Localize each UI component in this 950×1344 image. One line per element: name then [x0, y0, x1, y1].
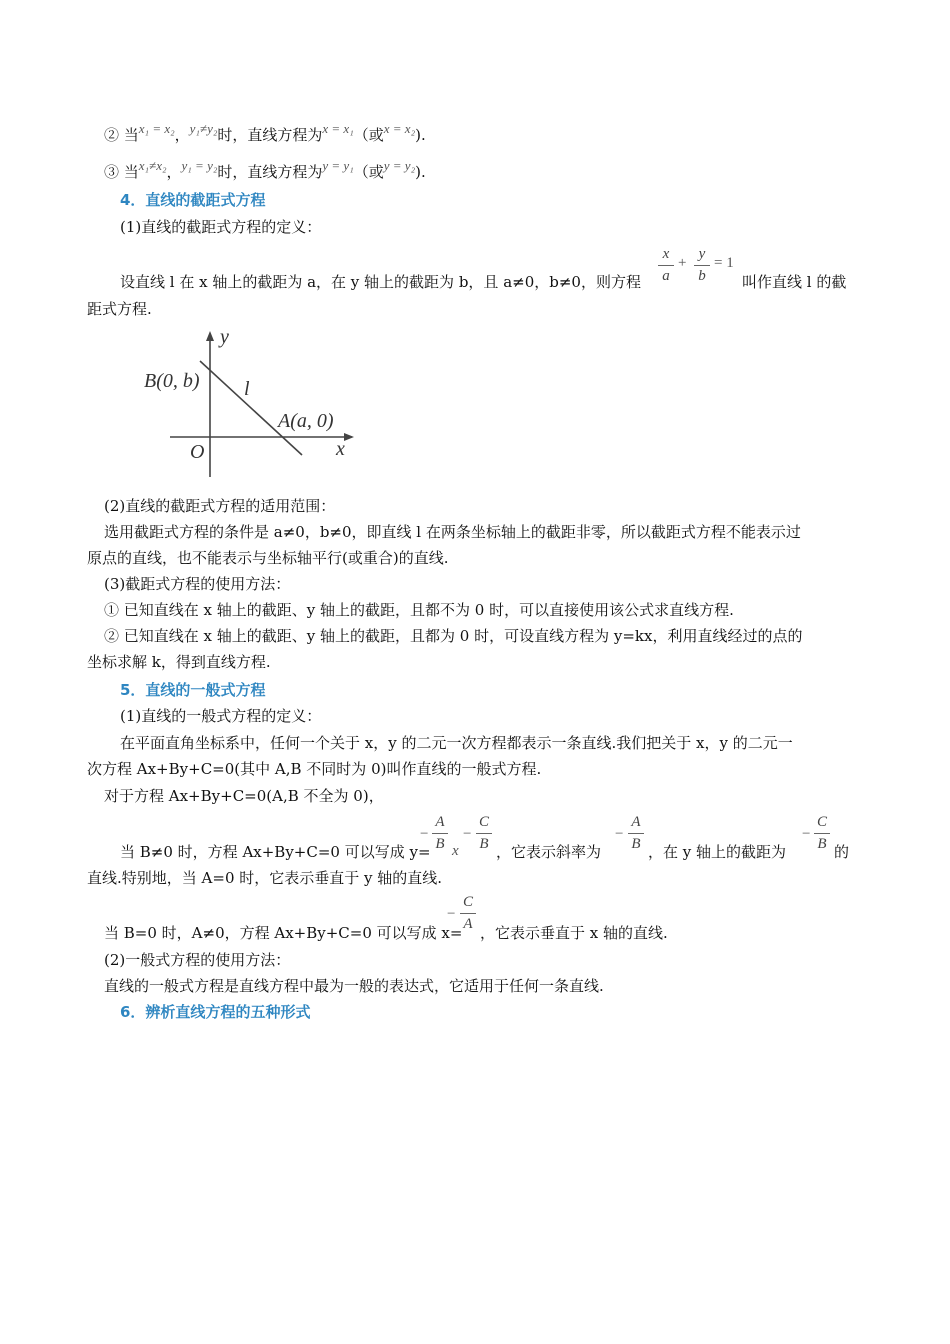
section-4-def-line2: 距式方程.	[87, 300, 152, 318]
frac-num: C	[462, 894, 473, 910]
frac-bar	[460, 913, 476, 914]
frac-den: B	[479, 836, 489, 852]
y-axis-arrow-icon	[206, 331, 214, 341]
section-5-bnonzero-start: 当 B≠0 时，方程 Ax+By+C=0 可以写成 y=	[120, 843, 431, 861]
frac-den: b	[698, 268, 706, 284]
section-5-bzero-end: ，它表示垂直于 x 轴的直线.	[480, 924, 668, 942]
section-5-heading: 5．直线的一般式方程	[120, 681, 266, 699]
section-4-usage-2-line1: ② 已知直线在 x 轴上的截距、y 轴上的截距，且都为 0 时，可设直线方程为 y=kx，利用直线经过的点的	[104, 627, 803, 645]
section-5-bnonzero-line2: 直线.特别地，当 A=0 时，它表示垂直于 y 轴的直线.	[87, 869, 443, 887]
frac-num: C	[478, 814, 489, 830]
section-5-note: 对于方程 Ax+By+C=0(A,B 不全为 0)，	[104, 787, 384, 805]
item-3-line	[104, 158, 426, 182]
frac-num: y	[698, 246, 706, 262]
frac-num: x	[662, 246, 670, 262]
intercept-frac-c-b	[476, 814, 492, 853]
frac-bar	[628, 833, 644, 834]
slope-value-frac	[628, 814, 644, 853]
section-4-scope-line1: 选用截距式方程的条件是 a≠0，b≠0，即直线 l 在两条坐标轴上的截距非零，所以截距式方程不能表示过	[104, 523, 801, 541]
section-5-bnonzero-end: 的	[834, 843, 850, 861]
or-text: （或	[353, 163, 384, 181]
section-5-bzero-start: 当 B=0 时，A≠0，方程 Ax+By+C=0 可以写成 x=	[104, 924, 463, 942]
section-5-usage-title: (2)一般式方程的使用方法：	[104, 951, 291, 969]
section-5-def-line2: 次方程 Ax+By+C=0(其中 A,B 不同时为 0)叫作直线的一般式方程.	[87, 760, 542, 778]
or-text: （或	[353, 126, 384, 144]
section-4-usage-title: (3)截距式方程的使用方法：	[104, 575, 291, 593]
equation-x-alt: x = x₂	[383, 121, 416, 136]
frac-num: A	[435, 814, 445, 830]
section-6-heading: 6．辨析直线方程的五种形式	[120, 1003, 311, 1021]
section-5-def-line1: 在平面直角坐标系中，任何一个关于 x，y 的二元一次方程都表示一条直线.我们把关于 x，y 的二元一	[120, 734, 793, 752]
equation-y-alt: y = y₂	[383, 158, 416, 173]
section-5-usage-line: 直线的一般式方程是直线方程中最为一般的表达式，它适用于任何一条直线.	[104, 977, 604, 995]
section-4-scope-title: (2)直线的截距式方程的适用范围：	[104, 497, 336, 515]
frac-minus-sign: −	[802, 826, 811, 842]
line-l-label: l	[244, 378, 250, 400]
frac-den: a	[662, 268, 670, 284]
frac-x-var: x	[452, 843, 459, 859]
frac-den: B	[435, 836, 445, 852]
formula-equals-one: = 1	[714, 255, 734, 271]
formula-frac-x-a	[658, 246, 674, 285]
close-text: ).	[415, 126, 426, 144]
item-text: 时，直线方程为	[217, 126, 323, 144]
formula-frac-y-b	[694, 246, 710, 285]
y-intercept-value-frac	[814, 814, 830, 853]
frac-bar	[432, 833, 448, 834]
y-axis-label: y	[220, 326, 229, 348]
condition-y-unequal: y₁≠y₂	[189, 121, 218, 136]
separator: ，	[166, 163, 182, 181]
frac-minus-sign: −	[615, 826, 624, 842]
origin-label: O	[190, 441, 205, 463]
equation-y: y = y₁	[322, 158, 354, 173]
intercept-figure	[140, 325, 360, 480]
x-value-frac-c-a	[460, 894, 476, 933]
condition-x-unequal: x₁≠x₂	[138, 158, 167, 173]
frac-minus-sign: −	[420, 826, 429, 842]
close-text: ).	[415, 163, 426, 181]
frac-num: C	[816, 814, 827, 830]
frac-bar	[476, 833, 492, 834]
frac-num: A	[631, 814, 641, 830]
section-4-usage-2-line2: 坐标求解 k，得到直线方程.	[87, 653, 271, 671]
condition-y-equal: y₁ = y₂	[181, 158, 218, 173]
frac-bar	[694, 265, 710, 266]
frac-bar	[814, 833, 830, 834]
frac-minus-sign: −	[447, 906, 456, 922]
section-4-def-title: (1)直线的截距式方程的定义：	[120, 218, 322, 236]
section-5-def-title: (1)直线的一般式方程的定义：	[120, 707, 322, 725]
frac-den: A	[463, 916, 473, 932]
frac-bar	[658, 265, 674, 266]
x-axis-label: x	[336, 438, 345, 460]
condition-x-equal: x₁ = x₂	[138, 121, 175, 136]
section-4-scope-line2: 原点的直线，也不能表示与坐标轴平行(或重合)的直线.	[87, 549, 449, 567]
section-4-def-line1-end: 叫作直线 l 的截	[742, 273, 847, 291]
formula-plus: +	[678, 255, 687, 271]
section-5-bnonzero-mid1: ，它表示斜率为	[496, 843, 602, 861]
frac-den: B	[631, 836, 641, 852]
item-2-line	[104, 121, 426, 145]
item-marker: ③ 当	[104, 163, 139, 181]
point-b-label: B(0, b)	[144, 370, 200, 392]
section-4-usage-1: ① 已知直线在 x 轴上的截距、y 轴上的截距，且都不为 0 时，可以直接使用该公式求直线方程.	[104, 601, 734, 619]
equation-x: x = x₁	[322, 121, 354, 136]
item-text: 时，直线方程为	[217, 163, 323, 181]
line-l	[200, 361, 302, 455]
frac-minus-sign: −	[463, 826, 472, 842]
frac-den: B	[817, 836, 827, 852]
section-5-bnonzero-mid2: ，在 y 轴上的截距为	[648, 843, 787, 861]
section-4-heading: 4．直线的截距式方程	[120, 191, 266, 209]
separator: ，	[174, 126, 190, 144]
slope-frac-a-b	[432, 814, 448, 853]
item-marker: ② 当	[104, 126, 139, 144]
section-4-def-line1: 设直线 l 在 x 轴上的截距为 a，在 y 轴上的截距为 b，且 a≠0，b≠0，则方程	[120, 273, 641, 291]
point-a-label: A(a, 0)	[278, 410, 334, 432]
x-axis-arrow-icon	[344, 433, 354, 441]
